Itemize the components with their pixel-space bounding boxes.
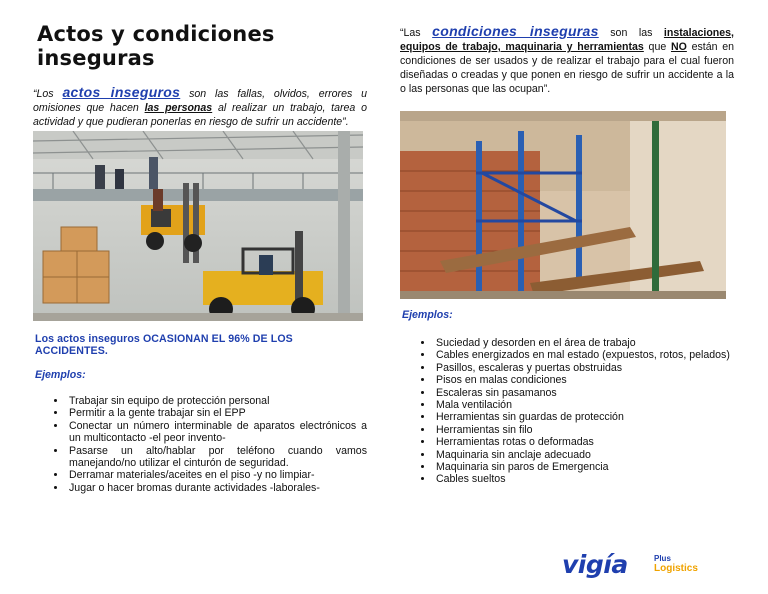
- list-item: • Mala ventilación: [434, 399, 734, 411]
- list-item: • Pisos en malas condiciones: [434, 374, 734, 386]
- list-item: • Maquinaria sin anclaje adecuado: [434, 449, 734, 461]
- list-item: • Derramar materiales/aceites en el piso -y no limpiar-: [67, 469, 367, 481]
- list-item: • Maquinaria sin paros de Emergencia: [434, 461, 734, 473]
- list-item: • Cables energizados en mal estado (expuestos, rotos, pelados): [434, 349, 734, 361]
- condiciones-highlight: condiciones inseguras: [432, 23, 599, 39]
- unsafe-acts-list: [33, 395, 367, 494]
- logo-plus: Plus: [654, 554, 671, 563]
- list-item: • Herramientas sin guardas de protección: [434, 411, 734, 423]
- list-item: • Escaleras sin pasamanos: [434, 387, 734, 399]
- right-column: [400, 24, 734, 486]
- list-item: • Conectar un número interminable de aparatos electrónicos a un multicontacto -el peor invento-: [67, 420, 367, 445]
- list-item: • Cables sueltos: [434, 473, 734, 485]
- condiciones-definition: “Las condiciones inseguras son las instalaciones, equipos de trabajo, maquinaria y herramientas que NO están en condiciones de ser usados y de realizar el trabajo para el cual fueron diseñadas o creadas y que ponen en riesgo de sufrir un accidente a la o las personas que las ocupan”.: [400, 23, 735, 95]
- list-item: • Herramientas sin filo: [434, 424, 734, 436]
- accident-statistic: Los actos inseguros OCASIONAN EL 96% DE LOS ACCIDENTES.: [35, 333, 293, 357]
- forklift-photo: [33, 131, 363, 321]
- list-item: • Permitir a la gente trabajar sin el EPP: [67, 407, 367, 419]
- logo-brand: vigía: [562, 550, 628, 579]
- examples-label-right: Ejemplos:: [402, 309, 453, 321]
- logo-logistics: Logistics: [654, 563, 698, 574]
- personas-underline: las personas: [144, 102, 213, 114]
- no-underline: NO: [670, 41, 687, 53]
- list-item: • Pasillos, escaleras y puertas obstruidas: [434, 362, 734, 374]
- equipment-underline: instalaciones, equipos de trabajo, maquinaria y herramientas: [400, 27, 734, 53]
- vigia-logo: [562, 550, 722, 578]
- left-column: [33, 22, 367, 494]
- actos-definition: “Los actos inseguros son las fallas, olvidos, errores u omisiones que hacen las personas al realizar un trabajo, tarea o actividad y que pudieran ponerlas en riesgo de sufrir un accidente”.: [33, 84, 367, 128]
- list-item: • Trabajar sin equipo de protección personal: [67, 395, 367, 407]
- unsafe-conditions-list: [400, 337, 734, 486]
- list-item: • Suciedad y desorden en el área de trabajo: [434, 337, 734, 349]
- page-title: Actos y condiciones inseguras: [37, 22, 275, 70]
- actos-highlight: actos inseguros: [62, 84, 181, 100]
- list-item: • Herramientas rotas o deformadas: [434, 436, 734, 448]
- examples-label-left: Ejemplos:: [35, 369, 86, 381]
- list-item: • Pasarse un alto/hablar por teléfono cuando vamos manejando/no utilizar el cinturón de seguridad.: [67, 445, 367, 470]
- list-item: • Jugar o hacer bromas durante actividades -laborales-: [67, 482, 367, 494]
- scaffold-photo: [400, 111, 726, 299]
